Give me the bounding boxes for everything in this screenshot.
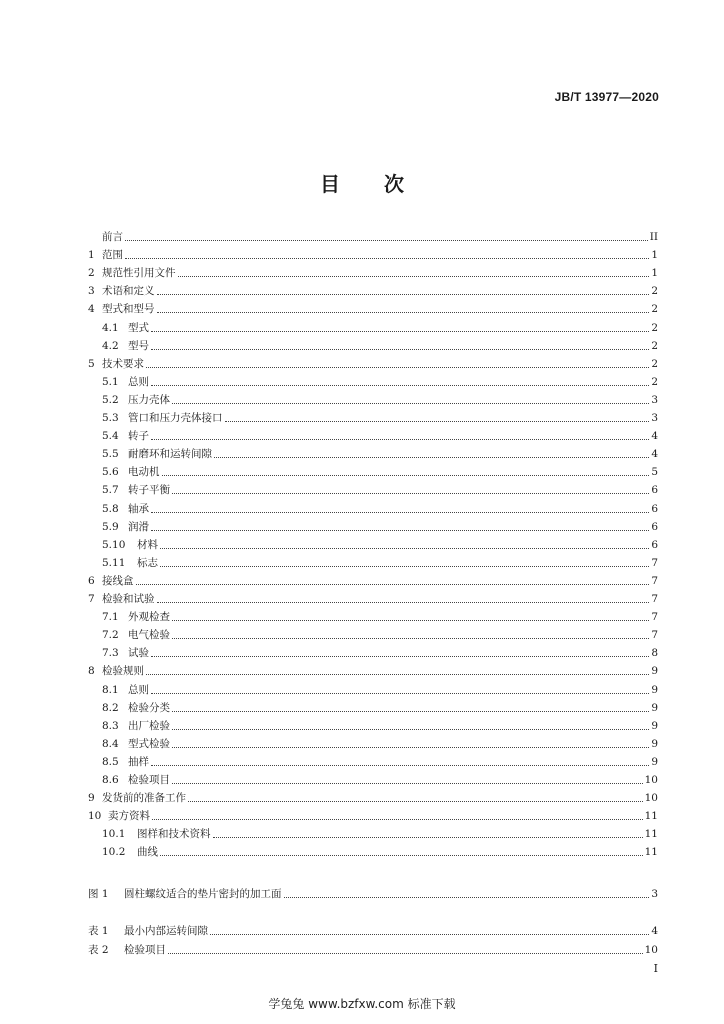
entry-page: 9 [651,737,658,750]
entry-page: 2 [651,285,658,298]
entry-label: 检验和试验 [102,593,155,605]
toc-entry[interactable] [88,790,658,806]
entry-number: 5.5 [102,448,119,461]
entry-label: 转子平衡 [128,484,170,497]
dot-leader [146,674,649,675]
entry-number: 5.7 [102,484,119,497]
entry-number: 5.8 [102,502,119,515]
entry-page: 7 [651,629,658,642]
dot-leader [284,897,650,898]
toc-entry[interactable] [102,320,658,336]
entry-page: 6 [651,520,658,533]
toc-entry[interactable] [88,283,658,299]
table-entry[interactable] [88,923,658,939]
standard-number: JB/T 13977—2020 [554,90,659,104]
dot-leader [225,421,650,422]
dot-leader [160,566,649,567]
toc-entry[interactable] [102,374,658,390]
toc-entry[interactable] [102,482,658,498]
dot-leader [172,783,643,784]
entry-label: 检验项目 [124,944,166,956]
dot-leader [151,331,649,332]
toc-entry[interactable] [102,537,658,553]
entry-label: 检验规则 [102,665,144,678]
entry-number: 8.2 [102,701,119,714]
toc-entry[interactable] [102,338,658,354]
entry-page: II [649,231,658,243]
entry-number: 8.1 [102,683,119,696]
dot-leader [210,934,649,935]
toc-entry[interactable] [102,446,658,462]
entry-label: 检验分类 [128,701,170,714]
entry-label: 范围 [102,249,123,262]
entry-page: 11 [644,810,658,823]
toc-entry[interactable] [102,392,658,408]
dot-leader [151,349,649,350]
entry-number: 10.2 [102,846,126,859]
entry-number: 表 1 [88,925,109,937]
dot-leader [172,638,649,639]
entry-number: 5.9 [102,520,119,533]
toc-entry[interactable] [88,808,658,824]
entry-number: 4.1 [102,321,119,334]
entry-label: 电气检验 [128,629,170,642]
entry-page: 8 [651,647,658,660]
entry-label: 最小内部运转间隙 [124,925,208,937]
dot-leader [213,837,643,838]
dot-leader [136,584,650,585]
toc-entry[interactable] [102,410,658,426]
entry-page: 11 [644,828,658,841]
entry-number: 7.2 [102,629,119,642]
toc-entry[interactable] [102,772,658,788]
entry-page: 2 [651,357,658,370]
entry-label: 检验项目 [128,774,170,786]
entry-number: 8.3 [102,719,119,732]
toc-entry[interactable] [88,573,658,589]
dot-leader [214,457,649,458]
dot-leader [151,765,649,766]
entry-label: 术语和定义 [102,285,155,298]
entry-label: 前言 [102,231,123,243]
entry-number: 5.11 [102,556,126,569]
dot-leader [125,258,649,259]
entry-number: 5.10 [102,538,126,551]
toc-entry[interactable] [102,555,658,571]
dot-leader [151,530,649,531]
entry-label: 试验 [128,647,149,660]
dot-leader [188,801,643,802]
entry-number: 2 [88,267,95,280]
entry-page: 2 [651,339,658,352]
entry-number: 4 [88,303,95,316]
entry-page: 4 [651,925,658,937]
entry-page: 4 [651,430,658,443]
entry-number: 5.2 [102,393,119,406]
entry-label: 型式 [128,321,149,334]
dot-leader [151,439,649,440]
entry-number: 5 [88,357,95,370]
toc-entry[interactable] [88,229,658,245]
entry-label: 标志 [137,556,158,569]
entry-label: 型号 [128,339,149,352]
toc-entry[interactable] [102,519,658,535]
entry-page: 6 [651,538,658,551]
entry-number: 10.1 [102,828,126,841]
entry-page: 7 [651,556,658,569]
entry-label: 型式和型号 [102,303,155,316]
entry-page: 11 [644,846,658,859]
entry-page: 2 [651,375,658,388]
toc-entry[interactable] [102,754,658,770]
entry-label: 规范性引用文件 [102,267,176,280]
entry-page: 10 [644,944,658,956]
dot-leader [157,294,650,295]
toc-entry[interactable] [102,609,658,625]
entry-label: 抽样 [128,755,149,768]
entry-label: 转子 [128,430,149,443]
toc-entry[interactable] [102,645,658,661]
entry-page: 9 [651,665,658,678]
entry-page: 2 [651,303,658,316]
entry-number: 10 [88,810,102,823]
dot-leader [162,475,650,476]
table-entry[interactable] [88,942,658,958]
entry-label: 电动机 [128,466,160,479]
entry-number: 3 [88,285,95,298]
entry-label: 圆柱螺纹适合的垫片密封的加工面 [124,888,282,900]
toc-entry[interactable] [102,627,658,643]
dot-leader [168,953,643,954]
entry-number: 5.1 [102,375,119,388]
entry-number: 表 2 [88,944,109,956]
entry-label: 接线盒 [102,574,134,587]
toc-entry[interactable] [102,718,658,734]
entry-page: 7 [651,574,658,587]
entry-label: 出厂检验 [128,719,170,732]
dot-leader [125,240,648,241]
entry-number: 8.5 [102,755,119,768]
entry-number: 8 [88,665,95,678]
entry-number: 5.3 [102,412,119,424]
entry-page: 3 [651,888,658,900]
entry-number: 7.1 [102,611,119,624]
entry-page: 3 [651,393,658,406]
footer-watermark-text: 学兔兔 www.bzfxw.com 标准下载 [268,997,456,1011]
toc-entry[interactable] [102,700,658,716]
entry-label: 发货前的准备工作 [102,792,186,805]
dot-leader [172,620,649,621]
toc-entry[interactable] [102,464,658,480]
dot-leader [172,493,649,494]
entry-page: 9 [651,755,658,768]
entry-number: 9 [88,792,95,805]
entry-page: 4 [651,448,658,461]
entry-number: 8.6 [102,774,119,786]
dot-leader [172,729,649,730]
toc-entry[interactable] [88,356,658,372]
dot-leader [157,602,650,603]
entry-number: 图 1 [88,888,109,900]
entry-label: 技术要求 [102,357,144,370]
entry-page: 10 [644,792,658,805]
entry-page: 9 [651,719,658,732]
entry-number: 8.4 [102,737,119,750]
dot-leader [151,693,649,694]
entry-page: 5 [651,466,658,479]
toc-entry[interactable] [102,826,658,842]
entry-page: 1 [651,267,658,280]
entry-number: 5.6 [102,466,119,479]
entry-page: 9 [651,701,658,714]
entry-number: 5.4 [102,430,119,443]
entry-page: 3 [651,412,658,424]
toc-entry[interactable] [88,301,658,317]
dot-leader [146,367,649,368]
entry-label: 润滑 [128,520,149,533]
entry-label: 耐磨环和运转间隙 [128,448,212,461]
entry-label: 型式检验 [128,737,170,750]
toc-entry[interactable] [102,682,658,698]
entry-page: 7 [651,593,658,605]
dot-leader [172,747,649,748]
entry-number: 7 [88,593,95,605]
toc-entry[interactable] [88,247,658,263]
entry-label: 曲线 [137,846,158,859]
page-title [0,168,724,197]
dot-leader [178,276,650,277]
entry-label: 材料 [137,538,158,551]
entry-page: 1 [651,249,658,262]
dot-leader [151,656,649,657]
title-char-left: 目 [320,172,340,196]
dot-leader [157,312,650,313]
entry-page: 7 [651,611,658,624]
dot-leader [172,711,649,712]
dot-leader [151,512,649,513]
dot-leader [160,855,643,856]
entry-label: 卖方资料 [108,810,150,823]
dot-leader [151,385,649,386]
entry-number: 7.3 [102,647,119,660]
toc-entry[interactable] [88,663,658,679]
dot-leader [172,403,649,404]
title-char-right: 次 [384,172,404,196]
entry-page: 6 [651,484,658,497]
toc-entry[interactable] [88,265,658,281]
entry-number: 4.2 [102,339,119,352]
toc-entry[interactable] [102,844,658,860]
entry-label: 轴承 [128,502,149,515]
toc-entry[interactable] [102,428,658,444]
entry-label: 外观检查 [128,611,170,624]
entry-page: 9 [651,683,658,696]
entry-page: 6 [651,502,658,515]
toc-entry[interactable] [102,501,658,517]
entry-label: 总则 [128,683,149,696]
dot-leader [160,548,649,549]
entry-label: 压力壳体 [128,393,170,406]
figure-entry[interactable] [88,886,658,902]
toc-entry[interactable] [88,591,658,607]
entry-label: 总则 [128,375,149,388]
entry-number: 6 [88,574,95,587]
entry-page: 10 [644,774,658,786]
entry-label: 图样和技术资料 [137,828,211,841]
entry-page: 2 [651,321,658,334]
toc-entry[interactable] [102,736,658,752]
entry-label: 管口和压力壳体接口 [128,412,223,424]
dot-leader [152,819,643,820]
entry-number: 1 [88,249,95,262]
page-number: I [653,962,658,975]
